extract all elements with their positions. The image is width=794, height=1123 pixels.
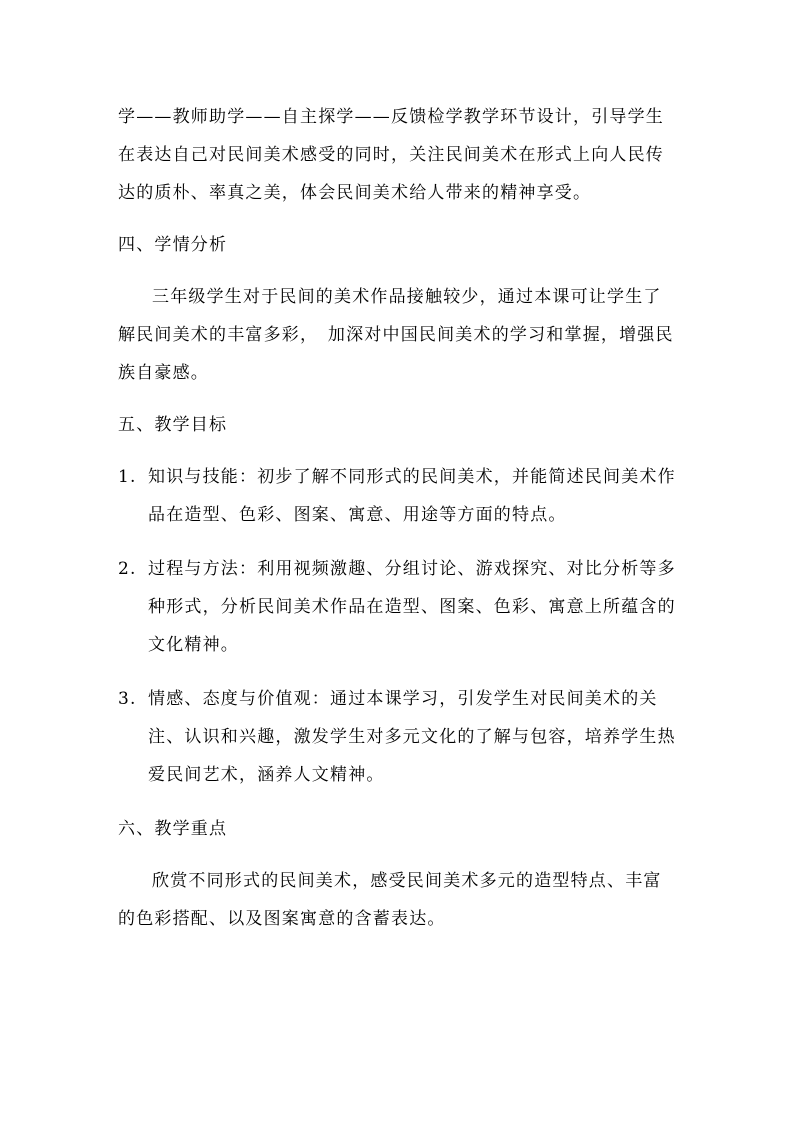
list-item-text: 过程与方法：利用视频激趣、分组讨论、游戏探究、对比分析等多种形式，分析民间美术作品在造型、图案、色彩、寓意上所蕴含的文化精神。 (148, 559, 676, 655)
section-heading-teaching-objectives: 五、教学目标 (118, 415, 228, 435)
list-item (118, 680, 678, 794)
intro-paragraph: 学——教师助学——自主探学——反馈检学教学环节设计，引导学生在表达自己对民间美术感受的同时，关注民间美术在形式上向人民传达的质朴、率真之美，体会民间美术给人带来的精神享受。 (118, 107, 664, 203)
section-heading-learner-analysis: 四、学情分析 (118, 235, 228, 255)
list-item-text: 情感、态度与价值观：通过本课学习，引发学生对民间美术的关注、认识和兴趣，激发学生对多元文化的了解与包容，培养学生热爱民间艺术，涵养人文精神。 (148, 689, 676, 785)
section-heading-teaching-focus: 六、教学重点 (118, 819, 228, 839)
list-item-number: 2. (118, 559, 137, 579)
list-item (118, 458, 678, 534)
list-item-text: 知识与技能：初步了解不同形式的民间美术，并能简述民间美术作品在造型、色彩、图案、寓意、用途等方面的特点。 (148, 467, 676, 525)
learner-analysis-paragraph: 三年级学生对于民间的美术作品接触较少，通过本课可让学生了解民间美术的丰富多彩， 加深对中国民间美术的学习和掌握，增强民族自豪感。 (118, 287, 674, 383)
list-item (118, 550, 678, 664)
list-item-number: 3. (118, 689, 137, 709)
list-item-number: 1. (118, 467, 137, 487)
teaching-focus-paragraph: 欣赏不同形式的民间美术，感受民间美术多元的造型特点、丰富的色彩搭配、以及图案寓意的含蓄表达。 (118, 871, 662, 929)
document-body (118, 98, 678, 938)
objectives-list (118, 458, 678, 794)
